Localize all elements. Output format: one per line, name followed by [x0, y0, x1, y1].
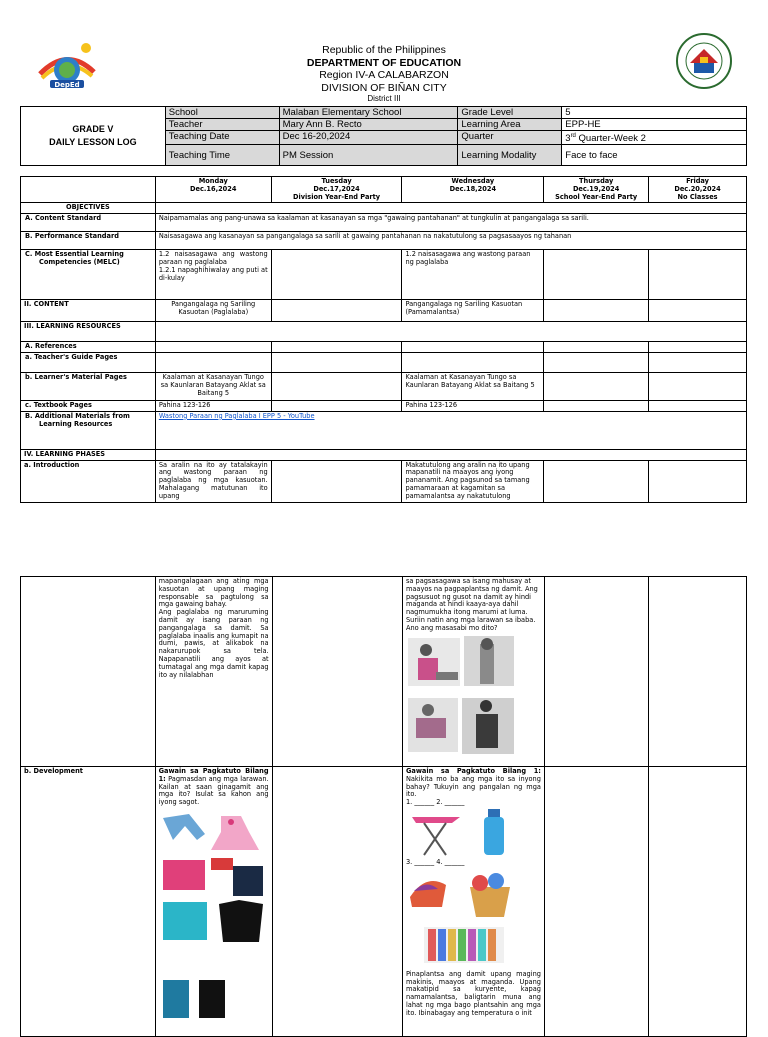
learning-area-value: EPP-HE	[562, 119, 747, 131]
teaching-time-value: PM Session	[279, 145, 458, 166]
introduction-monday-continued: mapangalagaan ang ating mga kasuotan at upang maging responsable sa pagtulong sa mga gawaing bahay. Ang paglalaba ng maruruming damit ay isang paraan ng pangangalaga sa damit. Sa paglalaba inaalis ang kumapit na dumi, pawis, at alikabok na nakarurupok sa tela. Napapanatili ang ayos at tumatagal ang mga damit kapag ito ay nilalabhan	[155, 577, 272, 767]
content-label: II. CONTENT	[21, 300, 156, 322]
header-republic: Republic of the Philippines	[322, 44, 446, 56]
content-monday: Pangangalaga ng Sariling Kasuotan (Paglalaba)	[155, 300, 271, 322]
iron-board-and-spray	[406, 807, 540, 859]
learning-phases-label: IV. LEARNING PHASES	[21, 449, 156, 460]
teacher-value: Mary Ann B. Recto	[279, 119, 458, 131]
learners-material-wednesday: Kaalaman at Kasanayan Tungo sa Kaunlaran Batayang Aklat sa Baitang 5	[402, 372, 544, 400]
day-header-thursday: Thursday Dec.19,2024 School Year-End Party	[544, 177, 649, 203]
grade-title: GRADE V	[72, 124, 114, 135]
lesson-table-continued	[20, 576, 747, 1037]
development-wednesday: Gawain sa Pagkatuto Bilang 1: Nakikita mo ba ang mga ito sa inyong bahay? Tukuyin ang pangalan ng mga ito. 1. ______ 2. ______ 3. ______ 4. ______ Pinaplantsa ang damit upang maging makinis, maayos at maganda. Upang makatipid sa kuryente, kapag namamalantsa, baligtarin muna ang lahat ng mga bago plantsahin ang mga ito. Ibinabagay ang temperatura o init	[402, 767, 544, 1037]
learning-modality-value: Face to face	[562, 145, 747, 166]
development-monday: Gawain sa Pagkatuto Bilang 1: Pagmasdan ang mga larawan. Kailan at saan ginagamit ang mga ito? Isulat sa kahon ang iyong sagot.	[155, 767, 272, 1037]
quarter-value: 3rd Quarter-Week 2	[562, 131, 747, 145]
development-label: b. Development	[21, 767, 156, 1037]
performance-standard-text: Naisasagawa ang kasanayan sa pangangalaga sa sarili at gawaing pantahanan na nakatutulong sa pagsasaayos ng tahanan	[155, 232, 746, 250]
svg-text:DepEd: DepEd	[54, 81, 80, 89]
introduction-monday: Sa aralin na ito ay tatalakayin ang wastong paraan ng paglalaba ng mga kasuotan. Mahalagang matutunan ito upang	[155, 460, 271, 502]
day-header-friday: Friday Dec.20,2024 No Classes	[649, 177, 747, 203]
clothes-pictures	[159, 810, 269, 1020]
grade-level-label: Grade Level	[458, 107, 562, 119]
additional-materials-label: B. Additional Materials from Learning Resources	[21, 411, 156, 449]
textbook-pages-monday: Pahina 123-126	[155, 400, 271, 411]
learners-material-label: b. Learner's Material Pages	[21, 372, 156, 400]
references-label: A. References	[21, 342, 156, 353]
textbook-pages-label: c. Textbook Pages	[21, 400, 156, 411]
blank-items-1-2: 1. ______ 2. ______	[405, 798, 465, 807]
info-table	[20, 106, 747, 166]
additional-materials-cell	[155, 411, 746, 449]
ironing-photos	[406, 636, 540, 754]
header-district: District III	[367, 94, 401, 103]
day-header-wednesday: Wednesday Dec.18,2024	[402, 177, 544, 203]
melc-wednesday: 1.2 naisasagawa ang wastong paraan ng paglalaba	[402, 250, 544, 300]
teaching-date-value: Dec 16-20,2024	[279, 131, 458, 145]
learning-area-label: Learning Area	[458, 119, 562, 131]
quarter-label: Quarter	[458, 131, 562, 145]
objectives-label: OBJECTIVES	[21, 203, 156, 214]
iron-and-laundry-basket	[406, 867, 540, 971]
day-header-monday: Monday Dec.16,2024	[155, 177, 271, 203]
learning-modality-label: Learning Modality	[458, 145, 562, 166]
textbook-pages-wednesday: Pahina 123-126	[402, 400, 544, 411]
introduction-wednesday: Makatutulong ang aralin na ito upang mapanatili na maayos ang iyong pananamit. Ang pagsunod sa tamang pamamaraan at kagamitan sa pamamalantsa ay nakatutulong	[402, 460, 544, 502]
empty-header-cell	[21, 177, 156, 203]
grade-title-cell	[21, 107, 166, 166]
school-label: School	[165, 107, 279, 119]
teachers-guide-label: a. Teacher's Guide Pages	[21, 352, 156, 372]
content-standard-label: A. Content Standard	[21, 214, 156, 232]
performance-standard-label: B. Performance Standard	[21, 232, 156, 250]
melc-monday: 1.2 naisasagawa ang wastong paraan ng paglalaba 1.2.1 napaghihiwalay ang puti at di-kulay	[155, 250, 271, 300]
lesson-table	[20, 176, 747, 503]
youtube-link[interactable]: Wastong Paraan ng Paglalaba I EPP 5 - YouTube	[158, 411, 315, 420]
introduction-wednesday-continued: sa pagsasagawa sa isang mahusay at maayos na pagpaplantsa ng damit. Ang pagsusuot ng gusot na damit ay hindi maganda at hindi kaaya-aya dahil nagmumukha itong marumi at luma. Suriin natin ang mga larawan sa ibaba. Ano ang masasabi mo dito?	[402, 577, 544, 767]
school-value: Malaban Elementary School	[279, 107, 458, 119]
learning-resources-label: III. LEARNING RESOURCES	[21, 322, 156, 342]
content-wednesday: Pangangalaga ng Sariling Kasuotan (Pamamalantsa)	[402, 300, 544, 322]
document-header	[0, 44, 768, 104]
header-department: DEPARTMENT OF EDUCATION	[306, 56, 462, 69]
grade-level-value: 5	[562, 107, 747, 119]
melc-label: C. Most Essential Learning Competencies (MELC)	[21, 250, 156, 300]
header-region: Region IV-A CALABARZON	[319, 69, 449, 81]
teaching-time-label: Teaching Time	[165, 145, 279, 166]
teacher-label: Teacher	[165, 119, 279, 131]
teaching-date-label: Teaching Date	[165, 131, 279, 145]
log-title: DAILY LESSON LOG	[49, 137, 137, 148]
header-division: DIVISION OF BIÑAN CITY	[321, 81, 447, 94]
blank-items-3-4: 3. ______ 4. ______	[405, 857, 465, 866]
learners-material-monday: Kaalaman at Kasanayan Tungo sa Kaunlaran Batayang Aklat sa Baitang 5	[155, 372, 271, 400]
content-standard-text: Naipamamalas ang pang-unawa sa kaalaman at kasanayan sa mga "gawaing pantahanan" at tungkulin at pangangalaga sa sarili.	[155, 214, 746, 232]
development-wednesday-paragraph: Pinaplantsa ang damit upang maging makinis, maayos at maganda. Upang makatipid sa kuryente, kapag namamalantsa, baligtarin muna ang lahat ng mga bago plantsahin ang mga ito. Ibinabagay ang temperatura o init	[405, 969, 541, 1017]
day-header-tuesday: Tuesday Dec.17,2024 Division Year-End Party	[271, 177, 402, 203]
introduction-label: a. Introduction	[21, 460, 156, 502]
